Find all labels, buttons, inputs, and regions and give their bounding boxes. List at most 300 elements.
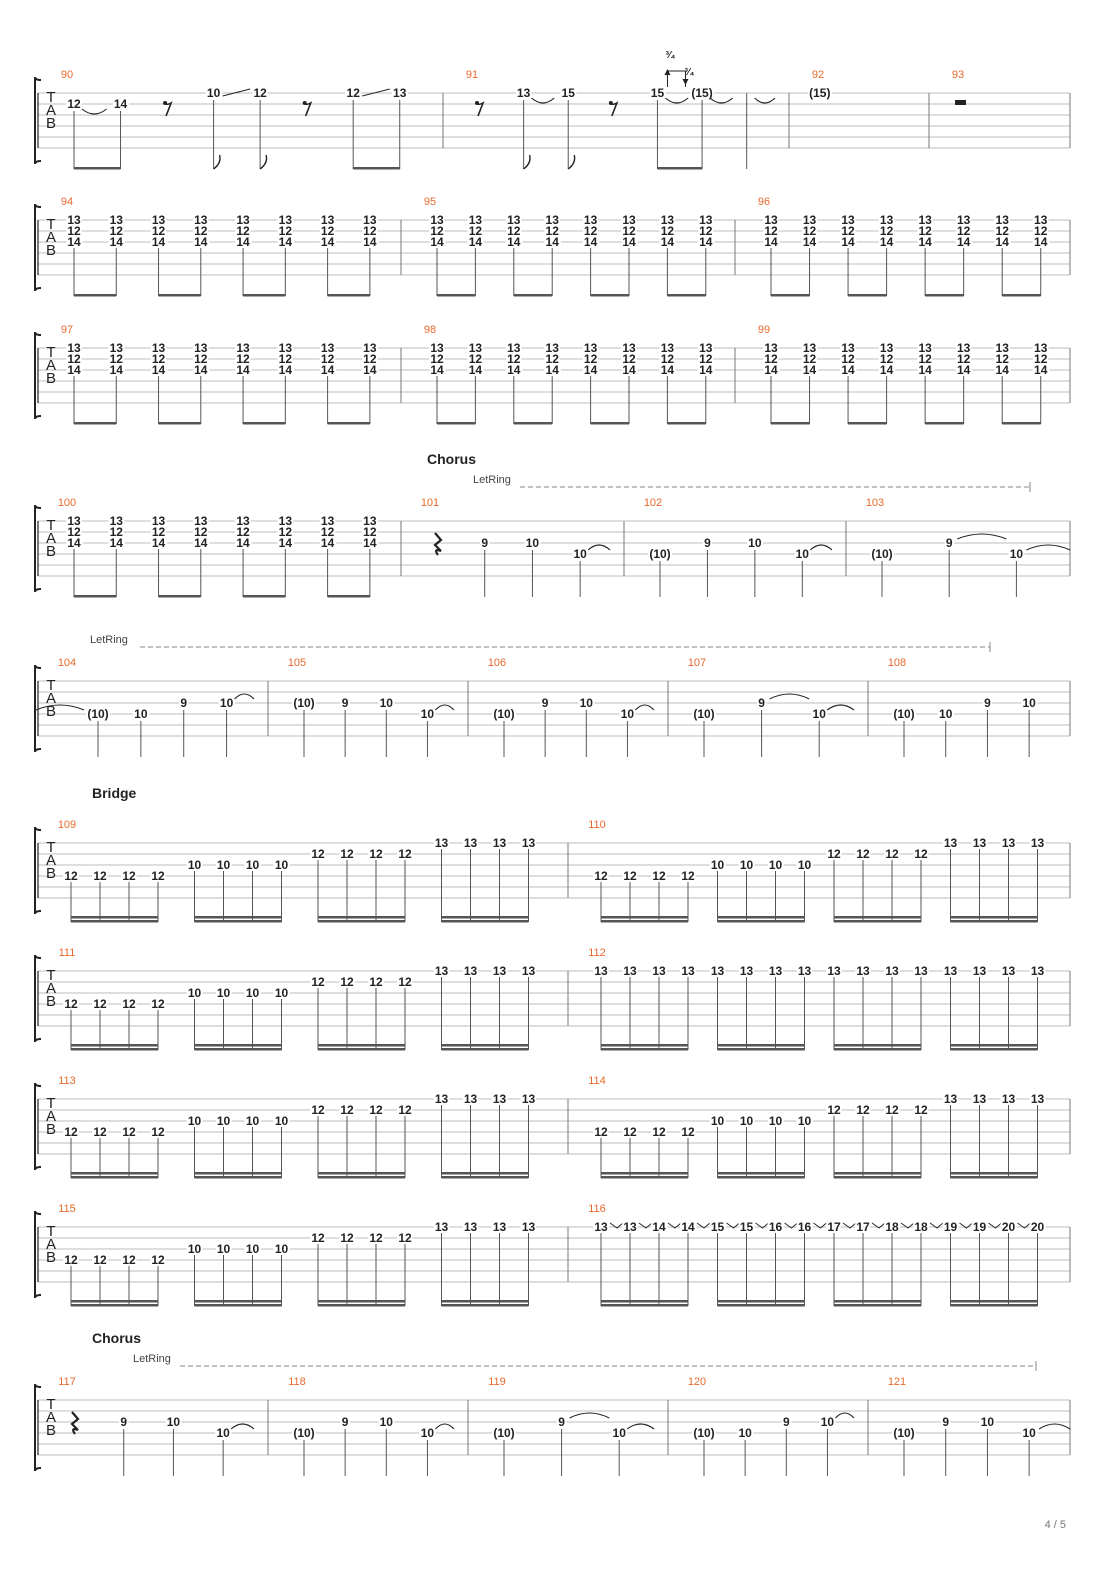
beam: [601, 1304, 688, 1307]
measure-number: 109: [57, 819, 77, 831]
tab-system: [35, 947, 1070, 1051]
beam: [771, 422, 810, 425]
measure: [588, 1075, 1044, 1179]
measure: [588, 819, 1044, 923]
fret-number: 13: [492, 964, 507, 978]
whole-rest: [955, 100, 966, 105]
fret-number: 12: [64, 1125, 78, 1139]
fret-number: 14: [320, 363, 335, 377]
fret-number: 10: [573, 547, 587, 561]
fret-number: 10: [134, 707, 148, 721]
fret-number: 13: [1001, 1092, 1016, 1106]
measure: [58, 1376, 254, 1476]
fret-number: 15: [561, 86, 575, 100]
tab-clef-letter: B: [45, 1121, 57, 1138]
tab-clef-letter: A: [45, 1108, 57, 1125]
fret-number: 12: [67, 525, 81, 539]
fret-number: 12: [507, 224, 521, 238]
fret-number: 13: [109, 213, 123, 227]
fret-number: 13: [463, 836, 478, 850]
fret-number: 10: [274, 858, 289, 872]
measure-number: 111: [58, 947, 76, 959]
measure: [588, 1203, 1044, 1307]
fret-number: 14: [363, 363, 377, 377]
bend-amount: ³⁄₄: [665, 50, 676, 61]
measure: [952, 69, 966, 105]
measure: [424, 324, 713, 425]
fret-number: 9: [481, 536, 489, 550]
fret-number: 13: [521, 1220, 536, 1234]
fret-number: 14: [764, 235, 778, 249]
beam: [667, 294, 705, 297]
release-amount: ³⁄₄: [684, 67, 695, 78]
tab-system: [35, 634, 1070, 757]
tie-arc: [231, 1424, 254, 1429]
fret-number: 13: [393, 86, 407, 100]
fret-number: 10: [216, 986, 231, 1000]
beam: [771, 294, 810, 297]
fret-number: 9: [120, 1415, 128, 1429]
tab-clef-letter: B: [45, 865, 57, 882]
fret-number: 12: [369, 1231, 383, 1245]
fret-number: 13: [739, 964, 754, 978]
fret-number: 10: [216, 1426, 230, 1440]
fret-number: 12: [64, 869, 78, 883]
fret-number: (10): [893, 707, 915, 721]
fret-number: 10: [710, 1114, 725, 1128]
fret-number: 13: [918, 341, 932, 355]
fret-number: 19: [943, 1220, 958, 1234]
fret-number: 13: [320, 341, 335, 355]
measure-number: 96: [757, 196, 771, 208]
beam: [718, 1172, 805, 1175]
fret-number: 13: [492, 1220, 507, 1234]
beam: [718, 1048, 805, 1051]
fret-number: 14: [660, 363, 675, 377]
fret-number: 12: [340, 1231, 354, 1245]
fret-number: 10: [245, 858, 260, 872]
fret-number: 13: [841, 213, 855, 227]
fret-number: 13: [710, 964, 725, 978]
fret-number: 14: [363, 235, 377, 249]
fret-number: 10: [980, 1415, 995, 1429]
tab-clef-letter: A: [45, 530, 57, 547]
beam: [834, 916, 921, 919]
fret-number: 14: [430, 363, 444, 377]
fret-number: 14: [660, 235, 675, 249]
fret-number: 15: [739, 1220, 754, 1234]
measure: [59, 947, 536, 1051]
fret-number: 12: [622, 224, 636, 238]
fret-number: 12: [885, 1103, 899, 1117]
fret-number: 13: [764, 213, 778, 227]
fret-number: 14: [194, 536, 208, 550]
tab-clef-letter: T: [46, 967, 56, 984]
fret-number: 13: [363, 213, 377, 227]
fret-number: 12: [93, 997, 107, 1011]
fret-number: (10): [293, 1426, 315, 1440]
fret-number: 12: [398, 847, 412, 861]
fret-number: 12: [340, 1103, 354, 1117]
fret-number: 14: [681, 1220, 695, 1234]
tab-clef-letter: T: [46, 344, 56, 361]
beam: [318, 920, 405, 923]
tab-clef-letter: B: [45, 1249, 57, 1266]
fret-number: 14: [699, 363, 713, 377]
beam: [442, 1176, 529, 1179]
tab-clef-letter: B: [45, 993, 57, 1010]
fret-number: 12: [594, 869, 608, 883]
measure-number: 99: [757, 324, 771, 336]
fret-number: 13: [492, 836, 507, 850]
fret-number: 12: [67, 97, 81, 111]
fret-number: 12: [660, 224, 675, 238]
beam: [834, 1300, 921, 1303]
beam: [71, 1048, 158, 1051]
fret-number: 12: [311, 1231, 325, 1245]
fret-number: 13: [194, 213, 208, 227]
tab-clef-letter: T: [46, 1223, 56, 1240]
tab-clef-letter: T: [46, 1095, 56, 1112]
tie-arc: [665, 98, 688, 103]
tab-clef-letter: A: [45, 357, 57, 374]
fret-number: 12: [151, 525, 166, 539]
fret-number: 13: [194, 514, 208, 528]
beam: [442, 1048, 529, 1051]
fret-number: 12: [879, 352, 894, 366]
measure-number: 94: [60, 196, 74, 208]
fret-number: 13: [583, 213, 598, 227]
beam: [318, 1172, 405, 1175]
beam: [318, 1048, 405, 1051]
beam: [243, 595, 285, 598]
fret-number: 19: [972, 1220, 987, 1234]
fret-number: (10): [893, 1426, 915, 1440]
beam: [834, 1048, 921, 1051]
fret-number: 10: [187, 986, 202, 1000]
fret-number: 13: [764, 341, 778, 355]
tab-system: [35, 1075, 1070, 1179]
measure: [688, 1376, 854, 1476]
measure: [866, 497, 1070, 597]
fret-number: 13: [521, 1092, 536, 1106]
measure-number: 92: [811, 69, 825, 81]
beam: [718, 1300, 805, 1303]
fret-number: 12: [93, 1125, 107, 1139]
tab-clef-letter: A: [45, 980, 57, 997]
fret-number: 14: [956, 235, 971, 249]
beam: [601, 1172, 688, 1175]
beam: [951, 1048, 1038, 1051]
beam: [195, 920, 282, 923]
tab-clef-letter: T: [46, 677, 56, 694]
tie-arc: [770, 694, 810, 699]
beam: [667, 422, 705, 425]
fret-number: 13: [956, 341, 971, 355]
fret-number: 12: [363, 352, 377, 366]
fret-number: 9: [704, 536, 711, 550]
tab-clef-letter: T: [46, 1396, 56, 1413]
fret-number: 10: [245, 1114, 260, 1128]
fret-number: 12: [623, 869, 637, 883]
fret-number: 12: [841, 224, 855, 238]
quarter-rest: [435, 533, 441, 555]
fret-number: 12: [320, 525, 335, 539]
fret-number: 14: [802, 235, 817, 249]
tab-system: [35, 196, 1070, 297]
beam: [71, 916, 158, 919]
fret-number: 14: [995, 363, 1009, 377]
measure: [488, 1376, 654, 1476]
let-ring-label: LetRing: [90, 634, 128, 646]
fret-number: 12: [151, 224, 166, 238]
fret-number: 13: [151, 213, 166, 227]
fret-number: 10: [1009, 547, 1024, 561]
fret-number: 13: [463, 964, 478, 978]
fret-number: 13: [802, 341, 817, 355]
fret-number: 12: [827, 847, 841, 861]
fret-number: 10: [579, 696, 593, 710]
fret-number: 13: [1034, 341, 1048, 355]
fret-number: 13: [434, 1220, 449, 1234]
fret-number: 10: [612, 1426, 626, 1440]
fret-number: 12: [194, 352, 208, 366]
fret-number: 10: [710, 858, 725, 872]
fret-number: 14: [151, 363, 166, 377]
fret-number: 10: [620, 707, 635, 721]
fret-number: 9: [942, 1415, 950, 1429]
fret-number: 12: [67, 352, 81, 366]
measure: [466, 50, 775, 170]
fret-number: 12: [827, 1103, 841, 1117]
fret-number: 13: [623, 964, 637, 978]
fret-number: 14: [841, 363, 855, 377]
fret-number: 13: [622, 341, 636, 355]
fret-number: 12: [699, 352, 713, 366]
beam: [1002, 294, 1041, 297]
fret-number: 13: [972, 836, 987, 850]
fret-number: 13: [995, 341, 1009, 355]
fret-number: 13: [856, 964, 870, 978]
measure: [588, 947, 1044, 1051]
beam: [71, 1304, 158, 1307]
tie-arc: [710, 98, 733, 103]
measure-number: 90: [60, 69, 74, 81]
note-flag: [524, 155, 530, 169]
measure-number: 115: [58, 1203, 76, 1215]
fret-number: 14: [194, 235, 208, 249]
fret-number: 12: [764, 224, 778, 238]
measure: [61, 196, 377, 297]
beam: [74, 167, 121, 170]
fret-number: 12: [995, 224, 1009, 238]
beam: [591, 422, 629, 425]
beam: [951, 1304, 1038, 1307]
fret-number: 12: [764, 352, 778, 366]
fret-number: 13: [827, 964, 841, 978]
tie-arc: [532, 98, 555, 103]
measure: [809, 69, 830, 100]
fret-number: 13: [885, 964, 899, 978]
fret-number: 10: [739, 1114, 754, 1128]
beam: [71, 1044, 158, 1047]
beam: [834, 1304, 921, 1307]
fret-number: 13: [1030, 964, 1045, 978]
fret-number: 14: [545, 235, 559, 249]
fret-number: 13: [434, 964, 449, 978]
beam: [718, 1176, 805, 1179]
fret-number: 13: [660, 341, 675, 355]
beam: [71, 920, 158, 923]
fret-number: 12: [346, 86, 360, 100]
fret-number: 14: [583, 235, 598, 249]
section-title: Chorus: [427, 451, 476, 467]
fret-number: 13: [109, 514, 123, 528]
measure-number: 114: [588, 1075, 606, 1087]
fret-number: 12: [151, 997, 165, 1011]
fret-number: (10): [649, 547, 671, 561]
fret-number: (10): [87, 707, 109, 721]
fret-number: 12: [545, 224, 559, 238]
fret-number: 14: [468, 235, 483, 249]
fret-number: 12: [369, 847, 383, 861]
fret-number: 14: [236, 536, 250, 550]
fret-number: 13: [521, 964, 536, 978]
fret-number: 9: [782, 1415, 790, 1429]
fret-number: 13: [468, 341, 483, 355]
fret-number: 14: [151, 536, 166, 550]
measure: [888, 1376, 1070, 1476]
fret-number: 14: [1034, 235, 1048, 249]
measure: [61, 324, 377, 425]
fret-number: 14: [67, 235, 81, 249]
fret-number: 12: [122, 997, 136, 1011]
note-flag: [568, 155, 574, 169]
tie-arc: [36, 705, 84, 710]
fret-number: 12: [109, 224, 123, 238]
measure: [758, 324, 1048, 425]
fret-number: 12: [236, 352, 250, 366]
fret-number: (10): [493, 707, 515, 721]
fret-number: 9: [341, 696, 349, 710]
beam: [601, 1048, 688, 1051]
measure-number: 93: [951, 69, 965, 81]
fret-number: 10: [245, 986, 260, 1000]
rest-dot: [475, 101, 479, 105]
beam: [514, 422, 552, 425]
fret-number: 14: [236, 363, 250, 377]
fret-number: 10: [187, 1242, 202, 1256]
fret-number: 14: [879, 363, 894, 377]
fret-number: 12: [652, 1125, 666, 1139]
fret-number: 12: [856, 1103, 870, 1117]
measure-number: 113: [58, 1075, 76, 1087]
tab-clef-letter: A: [45, 690, 57, 707]
fret-number: 10: [768, 858, 783, 872]
tie-arc: [435, 705, 454, 710]
fret-number: 12: [278, 352, 293, 366]
fret-number: 10: [187, 858, 202, 872]
tab-clef-letter: B: [45, 543, 57, 560]
fret-number: 13: [956, 213, 971, 227]
fret-number: 14: [622, 235, 636, 249]
fret-number: 12: [623, 1125, 637, 1139]
beam: [159, 422, 201, 425]
fret-number: 13: [434, 836, 449, 850]
fret-number: 14: [507, 363, 521, 377]
fret-number: 13: [434, 1092, 449, 1106]
measure: [288, 1376, 454, 1476]
measure: [644, 497, 832, 597]
beam: [195, 1300, 282, 1303]
measure: [58, 1075, 535, 1179]
fret-number: 13: [463, 1220, 478, 1234]
fret-number: 13: [972, 1092, 987, 1106]
fret-number: 12: [956, 352, 971, 366]
fret-number: 14: [151, 235, 166, 249]
tie-arc: [755, 98, 775, 103]
fret-number: 13: [699, 213, 713, 227]
fret-number: 10: [274, 1242, 289, 1256]
fret-number: 12: [398, 1231, 412, 1245]
fret-number: 12: [545, 352, 559, 366]
fret-number: 12: [67, 224, 81, 238]
fret-number: 10: [797, 858, 812, 872]
tie-arc: [82, 109, 107, 114]
fret-number: 12: [398, 1103, 412, 1117]
rest-dot: [303, 101, 307, 105]
measure-number: 112: [588, 947, 606, 959]
fret-number: 13: [278, 514, 293, 528]
tie-arc: [957, 534, 1006, 539]
fret-number: 15: [710, 1220, 725, 1234]
measure: [61, 69, 407, 170]
fret-number: 13: [660, 213, 675, 227]
fret-number: 13: [507, 341, 521, 355]
fret-number: 14: [918, 363, 932, 377]
measure: [288, 657, 454, 757]
fret-number: 12: [320, 224, 335, 238]
fret-number: 12: [430, 224, 444, 238]
fret-number: 12: [583, 352, 598, 366]
fret-number: 12: [236, 525, 250, 539]
fret-number: 13: [797, 964, 812, 978]
fret-number: 12: [841, 352, 855, 366]
fret-number: 10: [939, 707, 953, 721]
tie-arc: [627, 1424, 654, 1429]
fret-number: 12: [681, 1125, 695, 1139]
fret-number: 13: [236, 514, 250, 528]
note-flag: [214, 155, 220, 169]
fret-number: 13: [768, 964, 783, 978]
beam: [848, 422, 887, 425]
fret-number: 12: [93, 1253, 107, 1267]
beam: [718, 920, 805, 923]
tab-clef-letter: B: [45, 370, 57, 387]
beam: [718, 1304, 805, 1307]
measure-number: 100: [57, 497, 77, 509]
fret-number: 13: [972, 964, 987, 978]
fret-number: 13: [151, 341, 166, 355]
beam: [442, 920, 529, 923]
fret-number: 13: [841, 341, 855, 355]
fret-number: 12: [311, 975, 325, 989]
fret-number: 12: [507, 352, 521, 366]
measure: [58, 497, 377, 598]
fret-number: 12: [802, 224, 817, 238]
fret-number: 13: [194, 341, 208, 355]
fret-number: 10: [1022, 1426, 1036, 1440]
